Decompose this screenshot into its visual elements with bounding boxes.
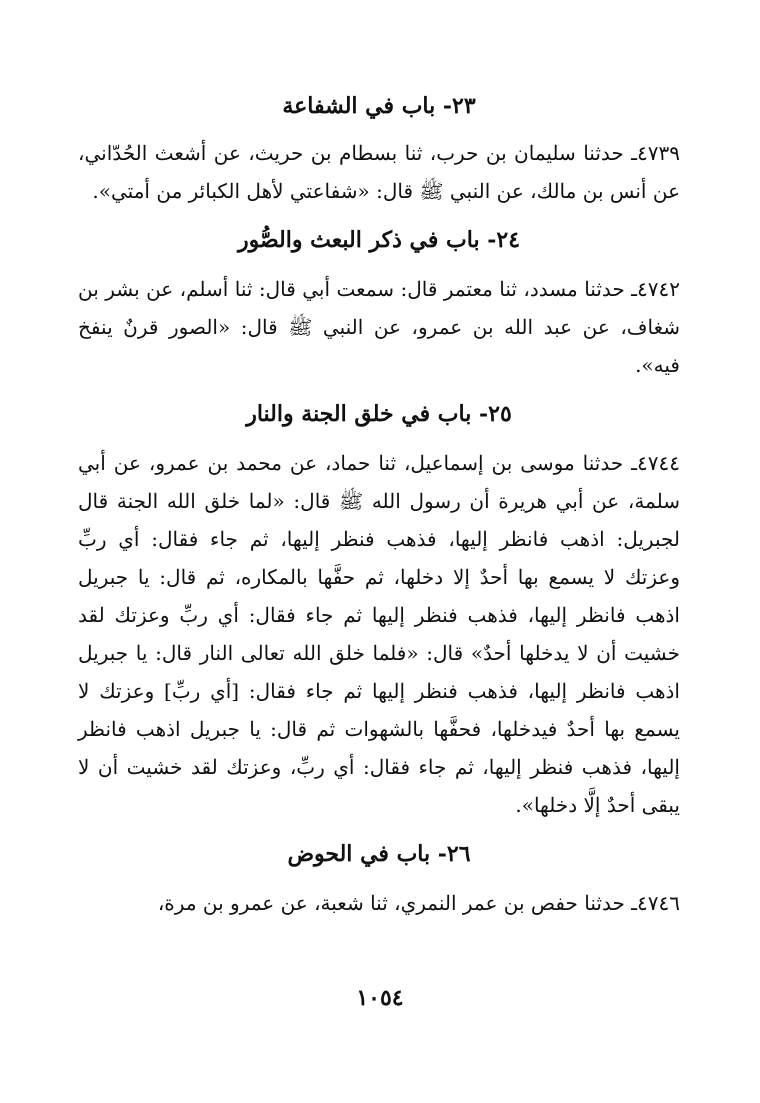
- hadith-4744: ٤٧٤٤ـ حدثنا موسى بن إسماعيل، ثنا حماد، عن محمد بن عمرو، عن أبي سلمة، عن أبي هريرة أن رسول الله ﷺ قال: «لما خلق الله الجنة قال لجبريل: اذهب فانظر إليها، فذهب فنظر إليها، ثم جاء فقال: أي ربِّ وعزتك لا يسمع بها أحدٌ إلا دخلها، ثم حفَّها بالمكاره، ثم قال: يا جبريل اذهب فانظر إليها، فذهب فنظر إليها ثم جاء فقال: أي ربِّ وعزتك لقد خشيت أن لا يدخلها أحدٌ» قال: «فلما خلق الله تعالى النار قال: يا جبريل اذهب فانظر إليها، فذهب فنظر إليها ثم جاء فقال: [أي ربِّ] وعزتك لا يسمع بها أحدٌ فيدخلها، فحفَّها بالشهوات ثم قال: يا جبريل اذهب فانظر إليها، فذهب فنظر إليها، ثم جاء فقال: أي ربِّ، وعزتك لقد خشيت أن لا يبقى أحدٌ إلَّا دخلها».: [78, 451, 680, 817]
- hadith-4739: ٤٧٣٩ـ حدثنا سليمان بن حرب، ثنا بسطام بن حريث، عن أشعث الحُدّاني، عن أنس بن مالك، عن النبي ﷺ قال: «شفاعتي لأهل الكبائر من أمتي».: [78, 141, 680, 203]
- hadith-4742: ٤٧٤٢ـ حدثنا مسدد، ثنا معتمر قال: سمعت أبي قال: ثنا أسلم، عن بشر بن شغاف، عن عبد الله بن عمرو، عن النبي ﷺ قال: «الصور قرنٌ ينفخ فيه».: [78, 277, 680, 377]
- chapter-heading-23: ٢٣- باب في الشفاعة: [282, 93, 476, 119]
- page-body: [78, 78, 680, 922]
- chapter-heading-25: ٢٥- باب في خلق الجنة والنار: [246, 401, 512, 427]
- page-number: ١٠٥٤: [356, 985, 404, 1011]
- chapter-heading-26: ٢٦- باب في الحوض: [287, 841, 471, 867]
- chapter-heading-24: ٢٤- باب في ذكر البعث والصُّور: [237, 227, 521, 253]
- hadith-4746: ٤٧٤٦ـ حدثنا حفص بن عمر النمري، ثنا شعبة، عن عمرو بن مرة،: [157, 891, 680, 915]
